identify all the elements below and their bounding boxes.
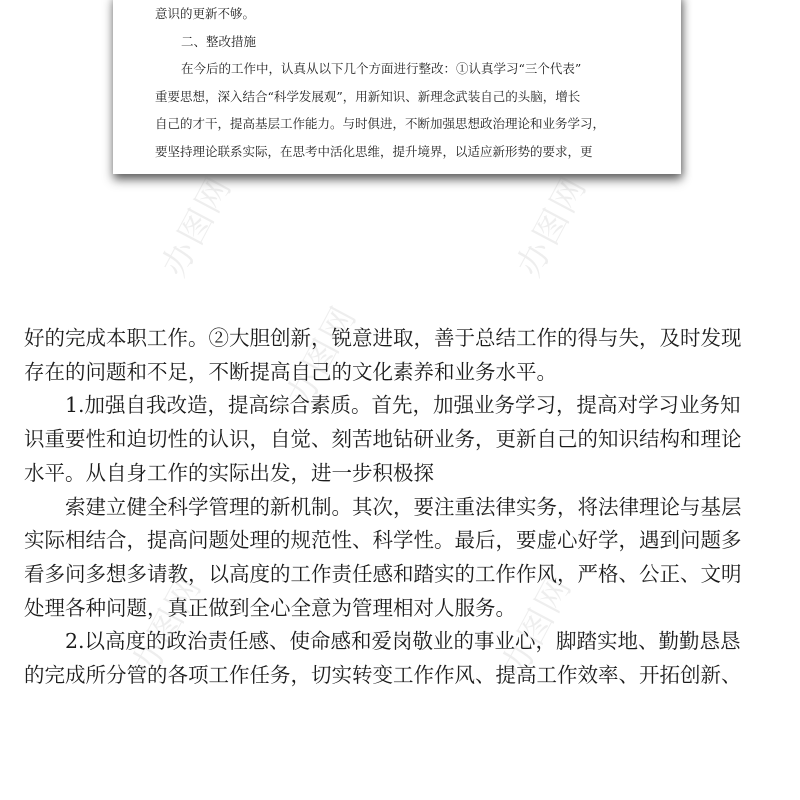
preview-line: 意识的更新不够。 <box>155 6 256 21</box>
body-line: 处理各种问题，真正做到全心全意为管理相对人服务。 <box>24 595 516 620</box>
body-line: 2.以高度的政治责任感、使命感和爱岗敬业的事业心，脚踏实地、勤勤恳恳 <box>65 629 741 654</box>
body-line: 实际相结合，提高问题处理的规范性、科学性。最后，要虚心好学，遇到问题多 <box>24 528 742 553</box>
watermark-logo: 办图网 <box>509 169 596 284</box>
watermark-logo: 办图网 <box>279 299 366 414</box>
watermark-logo: 办图网 <box>124 569 211 684</box>
watermark-logo: 办图网 <box>494 569 581 684</box>
body-line: 1.加强自我改造，提高综合素质。首先，加强业务学习，提高对学习业务知 <box>65 393 741 418</box>
body-line: 识重要性和迫切性的认识，自觉、刻苦地钻研业务，更新自己的知识结构和理论 <box>24 427 742 452</box>
watermark-logo: 办图网 <box>154 169 241 284</box>
body-line: 的完成所分管的各项工作任务，切实转变工作作风、提高工作效率、开拓创新、 <box>24 663 742 688</box>
preview-line: 要坚持理论联系实际，在思考中活化思维，提升境界，以适应新形势的要求，更 <box>155 143 593 159</box>
document-body <box>24 322 784 693</box>
document-preview-card <box>113 0 681 174</box>
body-line: 存在的问题和不足，不断提高自己的文化素养和业务水平。 <box>24 359 557 384</box>
body-line: 看多问多想多请教，以高度的工作责任感和踏实的工作作风，严格、公正、文明 <box>24 561 742 586</box>
preview-line: 自己的才干，提高基层工作能力。与时俱进，不断加强思想政治理论和业务学习， <box>155 116 606 131</box>
body-line: 水平。从自身工作的实际出发，进一步积极探 <box>24 460 434 485</box>
preview-section-heading: 二、整改措施 <box>181 33 257 49</box>
preview-line: 重要思想，深入结合“科学发展观”，用新知识、新理念武装自己的头脑，增长 <box>155 88 581 104</box>
body-line: 索建立健全科学管理的新机制。其次，要注重法律实务，将法律理论与基层 <box>65 494 742 519</box>
body-line: 好的完成本职工作。②大胆创新，锐意进取，善于总结工作的得与失，及时发现 <box>24 326 742 350</box>
preview-text-block <box>155 0 655 165</box>
preview-line: 在今后的工作中，认真从以下几个方面进行整改：①认真学习“三个代表” <box>181 61 582 76</box>
